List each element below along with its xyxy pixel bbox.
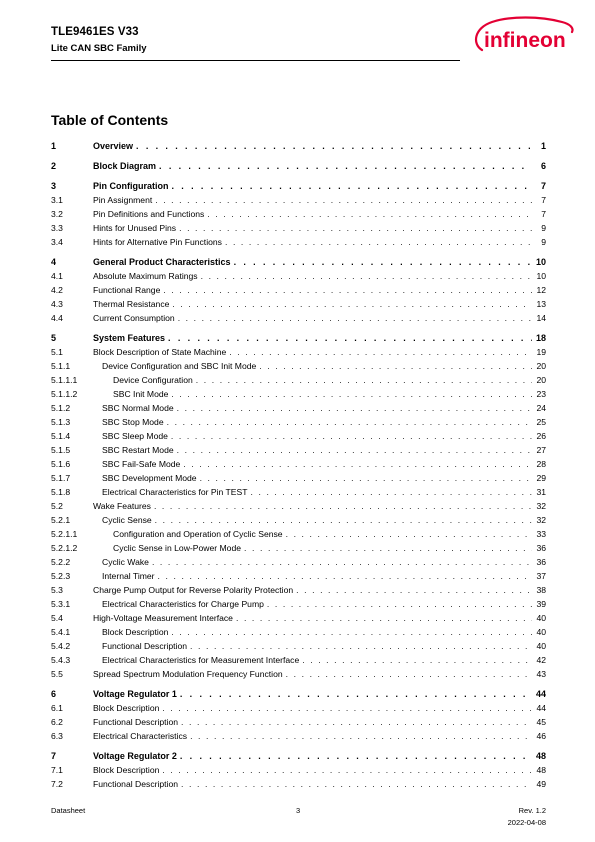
toc-dot-leader — [259, 360, 532, 373]
toc-entry-page: 40 — [536, 641, 546, 651]
toc-entry-title: SBC Restart Mode — [102, 445, 174, 455]
toc-dot-leader — [190, 730, 532, 743]
toc-dot-leader — [171, 430, 532, 443]
toc-entry[interactable] — [51, 486, 546, 499]
toc-entry-number: 6.3 — [51, 731, 63, 741]
toc-dot-leader — [181, 778, 532, 791]
toc-dot-leader — [162, 702, 532, 715]
toc-entry-number: 5.2.1 — [51, 515, 71, 525]
toc-entry-title: Absolute Maximum Ratings — [93, 271, 198, 281]
toc-entry-line — [93, 730, 546, 743]
toc-dot-leader — [286, 668, 532, 681]
toc-entry-number: 5.1.4 — [51, 431, 71, 441]
toc-entry-line — [93, 612, 546, 625]
toc-entry-page: 45 — [536, 717, 546, 727]
toc-entry[interactable] — [51, 514, 546, 527]
toc-entry-line — [113, 374, 546, 387]
toc-entry-line — [93, 236, 546, 249]
toc-dot-leader — [196, 374, 532, 387]
toc-entry-line — [102, 640, 546, 653]
toc-entry-number: 5.3.1 — [51, 599, 71, 609]
toc-entry-line — [93, 222, 546, 235]
toc-entry-title: Block Description — [93, 765, 160, 775]
toc-entry[interactable] — [51, 256, 546, 269]
toc-entry-line — [93, 688, 546, 701]
toc-dot-leader — [180, 750, 532, 763]
toc-dot-leader — [155, 514, 532, 527]
toc-entry[interactable] — [51, 140, 546, 153]
toc-entry-line — [102, 626, 546, 639]
toc-entry-line — [93, 160, 546, 173]
toc-entry-line — [102, 402, 546, 415]
toc-entry-line — [102, 570, 546, 583]
toc-entry-title: Pin Configuration — [93, 181, 169, 191]
footer-page-number: 3 — [296, 806, 301, 815]
toc-entry-number: 7.1 — [51, 765, 63, 775]
toc-entry-line — [93, 284, 546, 297]
toc-entry[interactable] — [51, 654, 546, 667]
toc-entry-title: Device Configuration and SBC Init Mode — [102, 361, 257, 371]
toc-entry-title: Overview — [93, 141, 134, 151]
toc-entry-number: 3.1 — [51, 195, 63, 205]
toc-entry-page: 25 — [536, 417, 546, 427]
toc-entry-page: 31 — [536, 487, 546, 497]
toc-entry-line — [113, 542, 546, 555]
toc-dot-leader — [171, 388, 532, 401]
toc-entry-page: 37 — [536, 571, 546, 581]
toc-entry[interactable] — [51, 208, 546, 221]
toc-entry-page: 9 — [541, 237, 546, 247]
toc-heading: Table of Contents — [51, 112, 169, 128]
toc-entry[interactable] — [51, 584, 546, 597]
toc-entry-page: 20 — [536, 361, 546, 371]
toc-entry-page: 38 — [536, 585, 546, 595]
toc-dot-leader — [234, 256, 532, 269]
toc-entry-line — [93, 668, 546, 681]
toc-dot-leader — [201, 270, 532, 283]
toc-entry-number: 3.4 — [51, 237, 63, 247]
toc-entry[interactable] — [51, 750, 546, 763]
toc-entry-number: 5.2.1.1 — [51, 529, 78, 539]
toc-entry-page: 43 — [536, 669, 546, 679]
toc-entry-page: 12 — [536, 285, 546, 295]
toc-entry-page: 9 — [541, 223, 546, 233]
toc-dot-leader — [172, 180, 533, 193]
toc-entry[interactable] — [51, 180, 546, 193]
logo-wordmark: infineon — [484, 29, 566, 52]
toc-entry-page: 40 — [536, 613, 546, 623]
toc-entry-line — [93, 332, 546, 345]
toc-entry-number: 7.2 — [51, 779, 63, 789]
toc-entry-page: 27 — [536, 445, 546, 455]
toc-entry-page: 24 — [536, 403, 546, 413]
toc-entry[interactable] — [51, 402, 546, 415]
toc-dot-leader — [267, 598, 532, 611]
toc-entry[interactable] — [51, 500, 546, 513]
toc-entry-page: 19 — [536, 347, 546, 357]
toc-dot-leader — [136, 140, 532, 153]
toc-entry[interactable] — [51, 346, 546, 359]
toc-entry-title: SBC Init Mode — [113, 389, 169, 399]
toc-entry-page: 46 — [536, 731, 546, 741]
toc-entry-number: 5.1.3 — [51, 417, 71, 427]
toc-entry-number: 4.1 — [51, 271, 63, 281]
toc-entry-title: Cyclic Wake — [102, 557, 149, 567]
toc-entry-number: 5.1.6 — [51, 459, 71, 469]
toc-entry-number: 5.1.2 — [51, 403, 71, 413]
toc-dot-leader — [296, 584, 532, 597]
toc-entry-line — [93, 180, 546, 193]
toc-entry-page: 29 — [536, 473, 546, 483]
toc-entry-page: 48 — [536, 765, 546, 775]
toc-entry[interactable] — [51, 640, 546, 653]
toc-entry-title: SBC Fail-Safe Mode — [102, 459, 181, 469]
toc-entry[interactable] — [51, 570, 546, 583]
toc-entry-page: 14 — [536, 313, 546, 323]
toc-dot-leader — [181, 716, 532, 729]
toc-entry-line — [93, 312, 546, 325]
toc-entry-page: 20 — [536, 375, 546, 385]
toc-entry-line — [102, 486, 546, 499]
header-divider — [51, 60, 460, 61]
toc-dot-leader — [200, 472, 532, 485]
toc-dot-leader — [180, 688, 532, 701]
toc-entry[interactable] — [51, 416, 546, 429]
toc-entry-page: 6 — [540, 161, 546, 171]
toc-entry[interactable] — [51, 160, 546, 173]
toc-dot-leader — [286, 528, 532, 541]
toc-entry[interactable] — [51, 298, 546, 311]
toc-entry-page: 39 — [536, 599, 546, 609]
toc-dot-leader — [168, 332, 532, 345]
toc-entry-number: 5.2.1.2 — [51, 543, 78, 553]
toc-entry-title: System Features — [93, 333, 166, 343]
toc-entry-line — [93, 346, 546, 359]
toc-entry[interactable] — [51, 764, 546, 777]
toc-entry[interactable] — [51, 444, 546, 457]
toc-entry-number: 5.2.2 — [51, 557, 71, 567]
toc-entry-page: 28 — [536, 459, 546, 469]
toc-entry[interactable] — [51, 730, 546, 743]
toc-entry-title: Voltage Regulator 2 — [93, 751, 177, 761]
toc-entry-number: 5.1.7 — [51, 473, 71, 483]
footer-doc-type: Datasheet — [51, 806, 86, 815]
toc-entry-line — [102, 458, 546, 471]
toc-entry-title: Electrical Characteristics for Pin TEST — [102, 487, 248, 497]
toc-entry-title: Charge Pump Output for Reverse Polarity Protection — [93, 585, 294, 595]
toc-entry-page: 1 — [540, 141, 546, 151]
toc-entry-title: Pin Assignment — [93, 195, 153, 205]
toc-entry-page: 44 — [536, 703, 546, 713]
toc-entry-number: 6 — [51, 689, 57, 699]
toc-entry[interactable] — [51, 472, 546, 485]
toc-entry-number: 1 — [51, 141, 57, 151]
toc-entry-title: High-Voltage Measurement Interface — [93, 613, 233, 623]
toc-entry[interactable] — [51, 222, 546, 235]
toc-dot-leader — [178, 312, 532, 325]
toc-dot-leader — [162, 764, 532, 777]
toc-entry-title: Electrical Characteristics for Measurement Interface — [102, 655, 300, 665]
toc-entry-line — [93, 194, 546, 207]
toc-entry-line — [93, 764, 546, 777]
toc-entry-page: 33 — [536, 529, 546, 539]
toc-entry[interactable] — [51, 458, 546, 471]
toc-entry-title: Electrical Characteristics — [93, 731, 188, 741]
toc-entry-title: Spread Spectrum Modulation Frequency Function — [93, 669, 283, 679]
toc-entry-title: Wake Features — [93, 501, 151, 511]
toc-entry-title: Device Configuration — [113, 375, 193, 385]
toc-entry[interactable] — [51, 312, 546, 325]
toc-entry-number: 7 — [51, 751, 57, 761]
toc-dot-leader — [179, 222, 532, 235]
toc-entry-title: Hints for Alternative Pin Functions — [93, 237, 222, 247]
toc-entry-page: 49 — [536, 779, 546, 789]
toc-entry[interactable] — [51, 716, 546, 729]
toc-entry-title: Functional Description — [102, 641, 188, 651]
toc-entry-title: Block Diagram — [93, 161, 157, 171]
toc-entry-number: 4.3 — [51, 299, 63, 309]
toc-entry-title: Functional Description — [93, 717, 179, 727]
toc-entry[interactable] — [51, 332, 546, 345]
toc-entry-number: 5.5 — [51, 669, 63, 679]
toc-entry-line — [102, 444, 546, 457]
toc-entry-number: 3.3 — [51, 223, 63, 233]
toc-dot-leader — [177, 444, 532, 457]
toc-entry-number: 2 — [51, 161, 57, 171]
document-title: TLE9461ES V33 — [51, 26, 139, 38]
toc-entry-number: 5.1.1 — [51, 361, 71, 371]
toc-entry-number: 5.1.1.2 — [51, 389, 78, 399]
toc-dot-leader — [154, 500, 532, 513]
toc-entry[interactable] — [51, 360, 546, 373]
toc-dot-leader — [251, 486, 533, 499]
toc-entry-page: 18 — [535, 333, 546, 343]
toc-entry[interactable] — [51, 270, 546, 283]
toc-entry-number: 6.2 — [51, 717, 63, 727]
toc-entry-line — [93, 208, 546, 221]
toc-entry-number: 5.4.2 — [51, 641, 71, 651]
toc-dot-leader — [158, 570, 532, 583]
toc-entry[interactable] — [51, 194, 546, 207]
toc-entry[interactable] — [51, 598, 546, 611]
toc-entry-line — [102, 472, 546, 485]
toc-entry-number: 5.2 — [51, 501, 63, 511]
document-subtitle: Lite CAN SBC Family — [51, 43, 147, 54]
toc-entry-page: 23 — [536, 389, 546, 399]
toc-entry[interactable] — [51, 528, 546, 541]
toc-entry-line — [93, 256, 546, 269]
toc-entry-number: 5.4.1 — [51, 627, 71, 637]
toc-entry-number: 5.1.8 — [51, 487, 71, 497]
toc-dot-leader — [172, 298, 532, 311]
toc-entry-page: 36 — [536, 557, 546, 567]
toc-entry-line — [93, 298, 546, 311]
toc-dot-leader — [183, 458, 532, 471]
toc-entry[interactable] — [51, 612, 546, 625]
toc-entry-title: SBC Stop Mode — [102, 417, 164, 427]
toc-entry-page: 7 — [541, 209, 546, 219]
toc-entry-title: General Product Characteristics — [93, 257, 231, 267]
toc-dot-leader — [159, 160, 532, 173]
toc-dot-leader — [190, 640, 532, 653]
toc-entry-page: 10 — [535, 257, 546, 267]
toc-entry[interactable] — [51, 236, 546, 249]
toc-dot-leader — [229, 346, 532, 359]
toc-dot-leader — [236, 612, 532, 625]
toc-entry[interactable] — [51, 668, 546, 681]
toc-entry-title: SBC Sleep Mode — [102, 431, 168, 441]
toc-entry-number: 4.2 — [51, 285, 63, 295]
toc-entry-number: 5.1 — [51, 347, 63, 357]
toc-entry-line — [93, 270, 546, 283]
toc-entry-page: 13 — [536, 299, 546, 309]
toc-entry-page: 10 — [536, 271, 546, 281]
toc-entry-title: Current Consumption — [93, 313, 175, 323]
toc-entry[interactable] — [51, 556, 546, 569]
toc-entry-number: 5.1.1.1 — [51, 375, 78, 385]
toc-entry-line — [102, 654, 546, 667]
toc-entry-title: Block Description of State Machine — [93, 347, 227, 357]
toc-entry-line — [102, 416, 546, 429]
toc-entry-line — [102, 514, 546, 527]
toc-entry[interactable] — [51, 388, 546, 401]
toc-entry-title: Cyclic Sense in Low-Power Mode — [113, 543, 242, 553]
toc-entry-line — [93, 702, 546, 715]
toc-entry-line — [93, 500, 546, 513]
toc-entry-title: Block Description — [93, 703, 160, 713]
toc-entry-page: 40 — [536, 627, 546, 637]
toc-entry[interactable] — [51, 284, 546, 297]
toc-entry-line — [102, 598, 546, 611]
toc-entry-title: Pin Definitions and Functions — [93, 209, 205, 219]
toc-entry-line — [113, 388, 546, 401]
toc-dot-leader — [244, 542, 532, 555]
toc-entry-title: Functional Range — [93, 285, 161, 295]
toc-dot-leader — [163, 284, 532, 297]
toc-entry-line — [93, 140, 546, 153]
toc-dot-leader — [152, 556, 532, 569]
toc-entry-title: SBC Development Mode — [102, 473, 197, 483]
toc-entry-number: 4.4 — [51, 313, 63, 323]
toc-entry[interactable] — [51, 688, 546, 701]
toc-entry-title: Configuration and Operation of Cyclic Sense — [113, 529, 283, 539]
toc-dot-leader — [225, 236, 532, 249]
toc-dot-leader — [155, 194, 532, 207]
toc-entry-number: 5.3 — [51, 585, 63, 595]
toc-entry-number: 5.1.5 — [51, 445, 71, 455]
toc-entry-line — [93, 716, 546, 729]
toc-entry-line — [93, 584, 546, 597]
toc-entry-title: Electrical Characteristics for Charge Pump — [102, 599, 264, 609]
toc-entry-page: 36 — [536, 543, 546, 553]
toc-entry-title: Cyclic Sense — [102, 515, 152, 525]
toc-entry-line — [93, 750, 546, 763]
toc-entry-title: Block Description — [102, 627, 169, 637]
toc-entry-line — [102, 556, 546, 569]
toc-entry-line — [102, 360, 546, 373]
toc-entry-number: 3.2 — [51, 209, 63, 219]
toc-entry-line — [93, 778, 546, 791]
footer-revision: Rev. 1.2 — [518, 806, 546, 815]
toc-entry-number: 5 — [51, 333, 57, 343]
toc-entry-title: Voltage Regulator 1 — [93, 689, 177, 699]
toc-entry-title: Functional Description — [93, 779, 179, 789]
toc-entry-number: 5.4.3 — [51, 655, 71, 665]
toc-dot-leader — [167, 416, 532, 429]
toc-entry-page: 26 — [536, 431, 546, 441]
toc-dot-leader — [302, 654, 532, 667]
toc-entry[interactable] — [51, 778, 546, 791]
toc-entry[interactable] — [51, 374, 546, 387]
toc-entry-line — [102, 430, 546, 443]
toc-entry-number: 5.2.3 — [51, 571, 71, 581]
toc-entry-number: 4 — [51, 257, 57, 267]
toc-entry-page: 44 — [535, 689, 546, 699]
toc-entry-page: 32 — [536, 501, 546, 511]
footer-date: 2022-04-08 — [507, 818, 546, 827]
toc-entry[interactable] — [51, 626, 546, 639]
toc-entry-page: 32 — [536, 515, 546, 525]
toc-entry[interactable] — [51, 430, 546, 443]
toc-entry-page: 48 — [535, 751, 546, 761]
toc-entry-number: 6.1 — [51, 703, 63, 713]
toc-dot-leader — [177, 402, 532, 415]
toc-dot-leader — [207, 208, 532, 221]
toc-entry-line — [113, 528, 546, 541]
toc-entry-title: SBC Normal Mode — [102, 403, 174, 413]
toc-entry-page: 7 — [541, 195, 546, 205]
toc-entry-title: Internal Timer — [102, 571, 155, 581]
toc-entry-page: 42 — [536, 655, 546, 665]
toc-entry[interactable] — [51, 702, 546, 715]
toc-entry[interactable] — [51, 542, 546, 555]
toc-entry-page: 7 — [540, 181, 546, 191]
toc-entry-title: Hints for Unused Pins — [93, 223, 177, 233]
toc-entry-number: 5.4 — [51, 613, 63, 623]
toc-entry-number: 3 — [51, 181, 57, 191]
toc-dot-leader — [171, 626, 532, 639]
toc-entry-title: Thermal Resistance — [93, 299, 170, 309]
infineon-logo — [470, 14, 580, 60]
